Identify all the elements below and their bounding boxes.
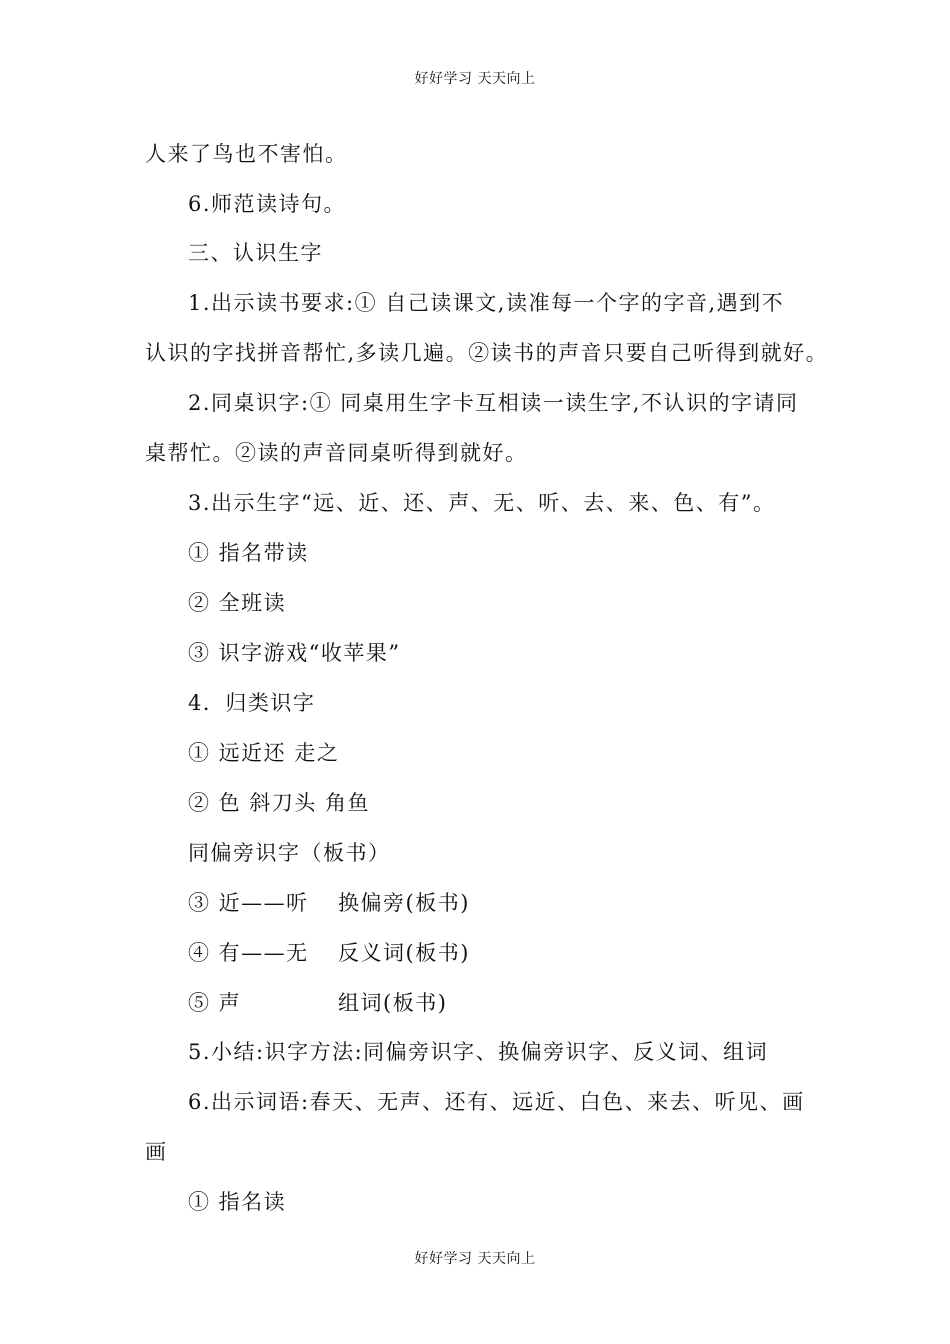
text-line: 桌帮忙。②读的声音同桌听得到就好。 [145, 441, 528, 465]
page-header: 好好学习 天天向上 [414, 71, 536, 87]
list-item: ① 指名带读 [188, 541, 309, 565]
section-heading: 三、认识生字 [188, 241, 323, 265]
text-line: 4．归类识字 [188, 691, 316, 715]
text-line: 2.同桌识字:① 同桌用生字卡互相读一读生字,不认识的字请同 [188, 391, 799, 415]
text-line: 画 [145, 1140, 168, 1164]
list-item: ② 色 斜刀头 角鱼 [188, 791, 371, 815]
text-line: 认识的字找拼音帮忙,多读几遍。②读书的声音只要自己听得到就好。 [145, 341, 829, 365]
list-note: 反义词(板书) [338, 941, 470, 965]
page-footer: 好好学习 天天向上 [414, 1251, 536, 1267]
text-line: 6.出示词语:春天、无声、还有、远近、白色、来去、听见、画 [188, 1090, 805, 1114]
list-item: ③ 近——听 [188, 891, 309, 915]
list-item: ⑤ 声 [188, 991, 242, 1015]
list-item: ④ 有——无 [188, 941, 309, 965]
text-line: 1.出示读书要求:① 自己读课文,读准每一个字的字音,遇到不 [188, 291, 785, 315]
list-item: ② 全班读 [188, 591, 287, 615]
text-line: 3.出示生字“远、近、还、声、无、听、去、来、色、有”。 [188, 491, 776, 515]
list-note: 换偏旁(板书) [338, 891, 470, 915]
text-line: 人来了鸟也不害怕。 [145, 142, 348, 166]
list-item: ① 指名读 [188, 1190, 287, 1214]
text-line: 6.师范读诗句。 [188, 192, 347, 216]
text-line: 同偏旁识字（板书） [188, 841, 391, 865]
list-item: ③ 识字游戏“收苹果” [188, 641, 401, 665]
list-note: 组词(板书) [338, 991, 448, 1015]
list-item: ① 远近还 走之 [188, 741, 340, 765]
text-line: 5.小结:识字方法:同偏旁识字、换偏旁识字、反义词、组词 [188, 1040, 769, 1064]
